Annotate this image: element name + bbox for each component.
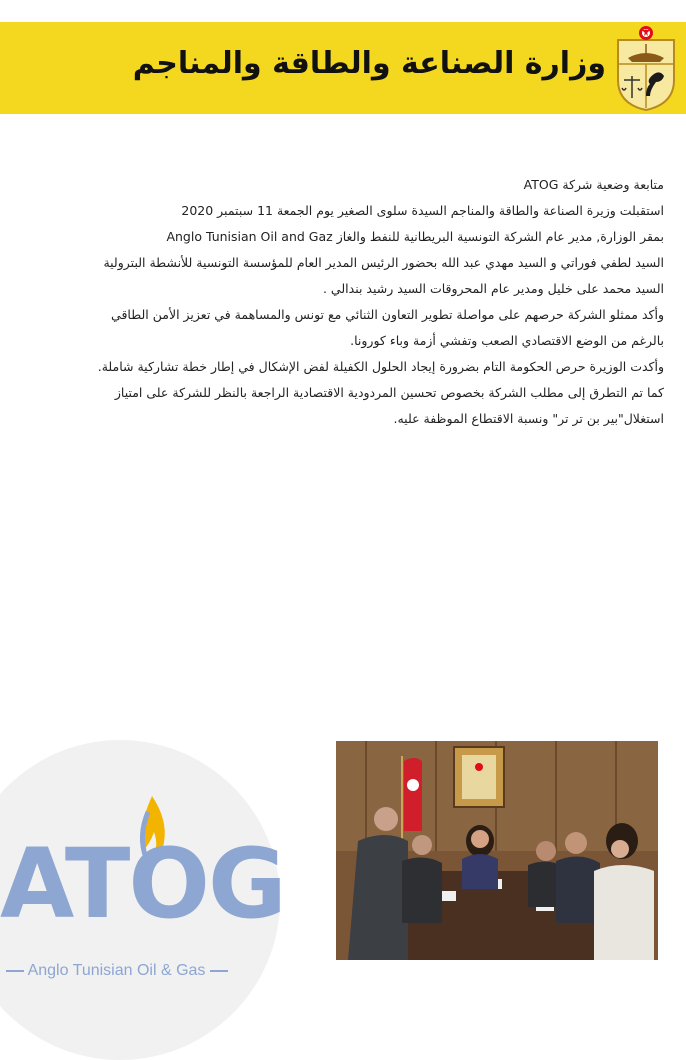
article-line: بمقر الوزارة, مدير عام الشركة التونسية البريطانية للنفط والغاز Anglo Tunisian Oil and Gaz	[166, 229, 664, 244]
article-line: استقبلت وزيرة الصناعة والطاقة والمناجم السيدة سلوى الصغير يوم الجمعة 11 سبتمبر 2020	[181, 203, 664, 218]
atog-tagline	[6, 962, 266, 980]
atog-wordmark: ATOG	[0, 828, 285, 940]
meeting-photo	[336, 741, 658, 960]
article-line: السيد محمد على خليل ومدير عام المحروقات السيد رشيد بندالي .	[322, 281, 664, 296]
tagline-text: Anglo Tunisian Oil & Gas	[27, 962, 206, 979]
article-line: كما تم التطرق إلى مطلب الشركة بخصوص تحسين المردودية الاقتصادية الراجعة بالنظر للشركة على امتياز	[114, 385, 664, 400]
article-heading: متابعة وضعية شركة ATOG	[523, 177, 664, 192]
article-line: وأكد ممثلو الشركة حرصهم على مواصلة تطوير التعاون الثنائي مع تونس والمساهمة في تعزيز الأمن الطاقي	[111, 307, 664, 322]
header-banner	[0, 22, 686, 114]
article-line: السيد لطفي فوراتي و السيد مهدي عبد الله بحضور الرئيس المدير العام للمؤسسة التونسية للأنشطة البترولية	[103, 255, 664, 270]
meeting-photo-icon	[336, 741, 658, 960]
article-line: وأكدت الوزيرة حرص الحكومة التام بضرورة إيجاد الحلول الكفيلة لفض الإشكال في إطار خطة تشاركية شاملة.	[97, 359, 664, 374]
article-line: بالرغم من الوضع الاقتصادي الصعب وتفشي أزمة وباء كورونا.	[350, 333, 664, 348]
article-body	[24, 172, 664, 432]
coat-of-arms-icon	[614, 24, 678, 112]
atog-logo	[0, 740, 330, 979]
ministry-title: وزارة الصناعة والطاقة والمناجم	[132, 46, 606, 81]
article-line: استغلال"بير بن تر تر" ونسبة الاقتطاع الموظفة عليه.	[393, 411, 664, 426]
